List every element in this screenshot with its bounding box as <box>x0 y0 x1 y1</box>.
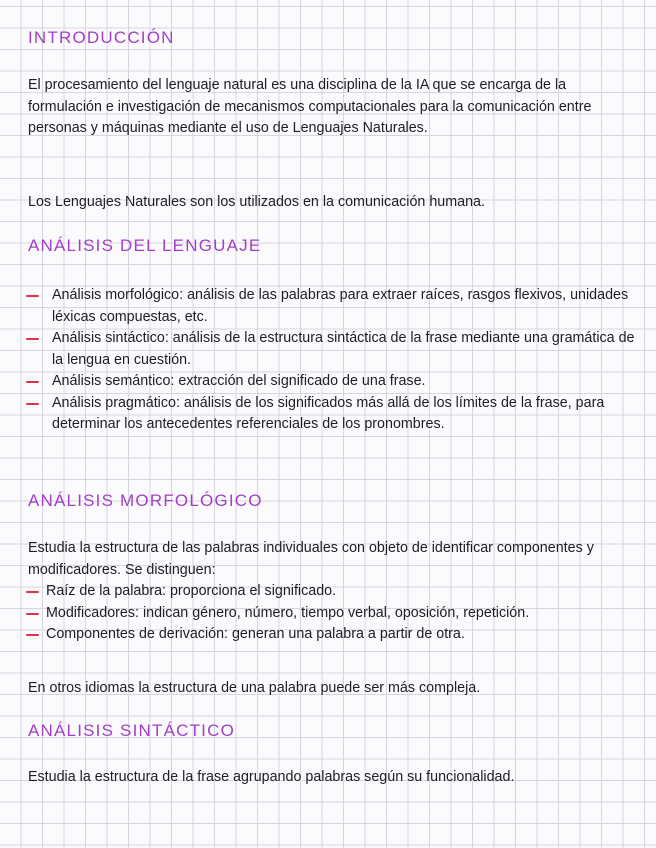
list-item: Raíz de la palabra: proporciona el significado. <box>24 581 644 603</box>
heading-analisis-morfologico: ANÁLISIS MORFOLÓGICO <box>28 491 263 510</box>
bullet-dash-icon <box>26 381 39 383</box>
list-item: Análisis morfológico: análisis de las palabras para extraer raíces, rasgos flexivos, unidades léxicas compuestas, etc. <box>24 285 644 328</box>
list-item: Modificadores: indican género, número, tiempo verbal, oposición, repetición. <box>24 603 644 625</box>
list-item: Análisis sintáctico: análisis de la estructura sintáctica de la frase mediante una gramática de la lengua en cuestión. <box>24 328 644 371</box>
morfologico-intro: Estudia la estructura de las palabras individuales con objeto de identificar componentes y modificadores. Se distinguen: <box>28 540 594 578</box>
bullet-dash-icon <box>26 338 39 340</box>
sintactico-paragraph-1: Estudia la estructura de la frase agrupando palabras según su funcionalidad. <box>28 769 515 785</box>
heading-introduccion: INTRODUCCIÓN <box>28 28 175 47</box>
heading-analisis-lenguaje: ANÁLISIS DEL LENGUAJE <box>28 236 262 255</box>
heading-analisis-sintactico: ANÁLISIS SINTÁCTICO <box>28 721 236 740</box>
bullet-dash-icon <box>26 591 39 593</box>
bullet-dash-icon <box>26 403 39 405</box>
morfologico-list <box>24 581 644 646</box>
morfologico-note: En otros idiomas la estructura de una palabra puede ser más compleja. <box>28 680 481 696</box>
bullet-dash-icon <box>26 295 39 297</box>
list-item: Análisis pragmático: análisis de los significados más allá de los límites de la frase, para determinar los antecedentes referenciales de los pronombres. <box>24 393 644 436</box>
bullet-dash-icon <box>26 634 39 636</box>
analisis-lenguaje-list <box>24 285 644 436</box>
list-item: Componentes de derivación: generan una palabra a partir de otra. <box>24 624 644 646</box>
intro-paragraph-2: Los Lenguajes Naturales son los utilizados en la comunicación humana. <box>28 194 485 210</box>
intro-paragraph-1: El procesamiento del lenguaje natural es una disciplina de la IA que se encarga de la formulación e investigación de mecanismos computacionales para la comunicación entre personas y máquinas mediante el uso de Lenguajes Naturales. <box>28 77 592 136</box>
list-item: Análisis semántico: extracción del significado de una frase. <box>24 371 644 393</box>
bullet-dash-icon <box>26 613 39 615</box>
